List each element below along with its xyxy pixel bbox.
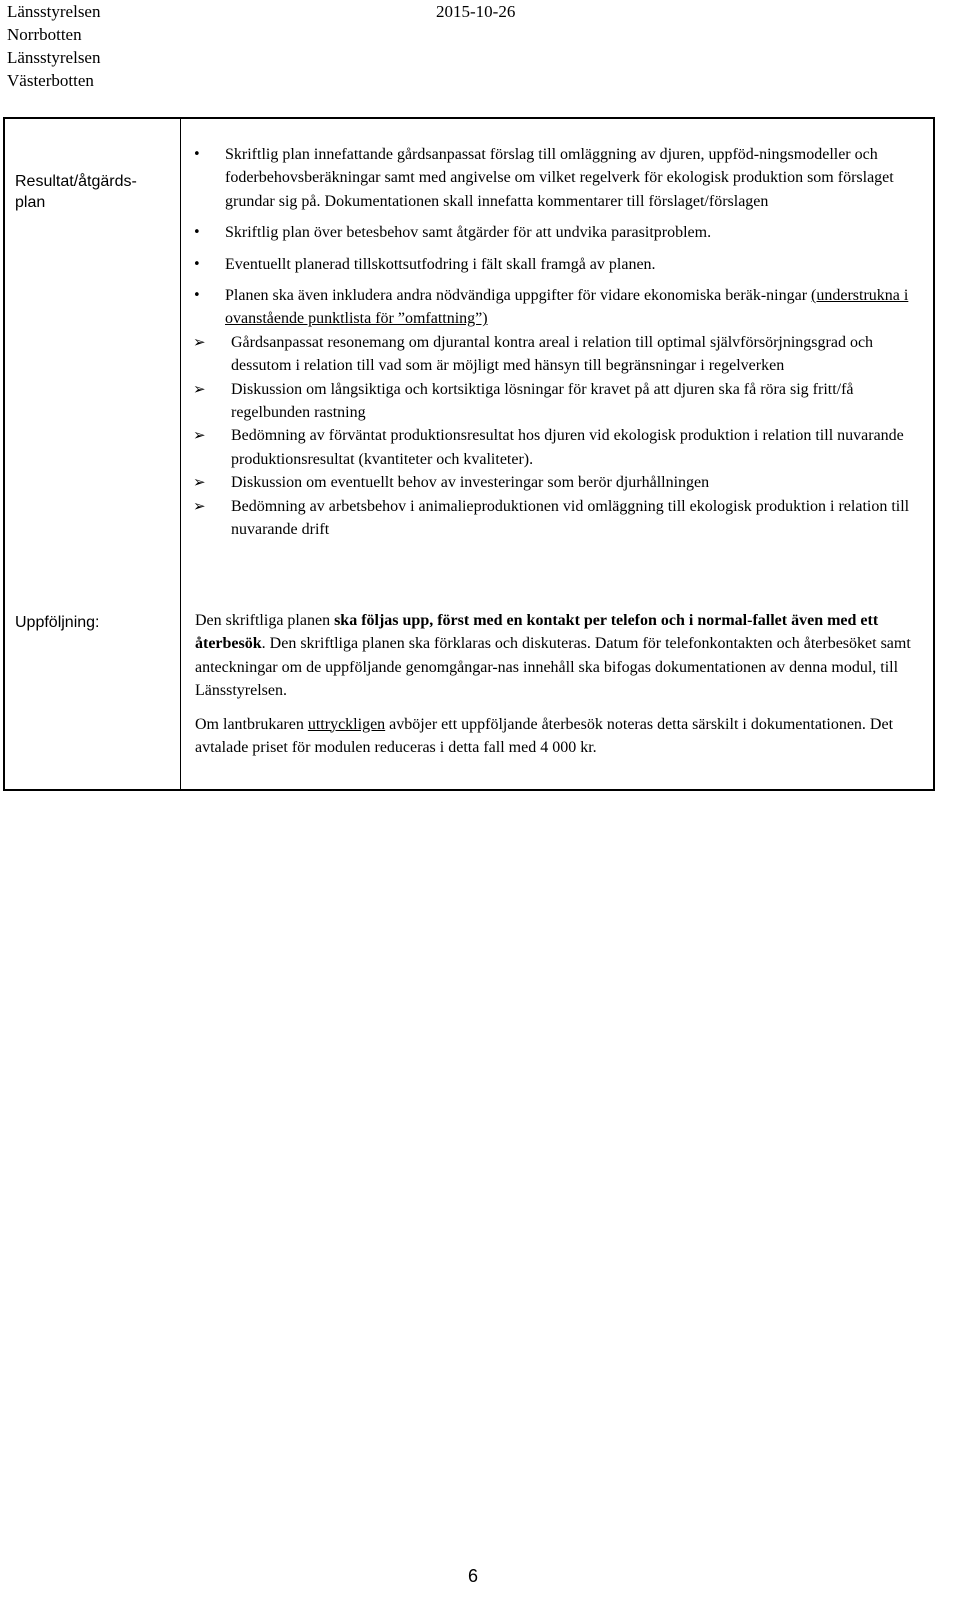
list-item-text: Skriftlig plan över betesbehov samt åtgärder för att undvika parasitproblem. — [225, 224, 712, 242]
underlined-note: (understrukna i ovanstående punktlista för ”omfattning”) — [225, 287, 909, 328]
underlined-word: uttryckligen — [307, 715, 386, 733]
arrowhead-icon: ➢ — [193, 426, 206, 445]
sub-list-item — [193, 331, 923, 378]
list-item-text: Planen ska även inkludera andra nödvändiga uppgifter för vidare ekonomiska beräk-ningar — [225, 287, 812, 305]
sub-list-item — [193, 471, 923, 494]
module-table — [3, 117, 935, 791]
sub-list-item — [193, 495, 923, 542]
header-date: 2015-10-26 — [436, 2, 516, 21]
followup-text: . Den skriftliga planen ska förklaras och diskuteras. Datum för telefonkontakten och återbesöket samt anteckningar om de uppföljande genomgångar-nas innehåll ska bifogas dokumentationen av denna modul, till Länsstyrelsen. — [195, 635, 911, 700]
followup-bold-text: ska följas upp, först med en kontakt per telefon och i normal-fallet även med ett återbesök — [195, 612, 879, 653]
header-org-line: Norrbotten — [7, 25, 82, 44]
column-divider — [180, 119, 181, 789]
list-item-text: Eventuellt planerad tillskottsutfodring i fält skall framgå av planen. — [225, 255, 656, 273]
followup-text: Den skriftliga planen — [195, 612, 335, 629]
sub-list-item — [193, 424, 923, 471]
row-label-uppfoljning: Uppföljning: — [15, 614, 100, 631]
sub-list — [193, 331, 923, 542]
arrowhead-icon: ➢ — [193, 379, 206, 398]
decline-text: Om lantbrukaren — [195, 715, 308, 733]
list-item-text: Skriftlig plan innefattande gårdsanpassat förslag till omläggning av djuren, uppföd-ningsmodeller och foderbehovsberäkningar samt med angivelse om vilket regelverk för ekologisk produktion som förslaget grundar sig på. Dokumentationen skall innefatta kommentarer till förslaget/förslagen — [225, 146, 894, 210]
header-org-line: Länsstyrelsen — [7, 2, 101, 21]
sub-list-item-text: Gårdsanpassat resonemang om djurantal kontra areal i relation till optimal självförsörjningsgrad och dessutom i relation till vad som är möjligt med hänsyn till begränsningar i regelverken — [231, 333, 874, 375]
row-label-resultat — [15, 171, 175, 213]
header-organizations — [7, 0, 100, 92]
header-org-line: Västerbotten — [7, 71, 94, 90]
sub-list-item-text: Bedömning av arbetsbehov i animalieproduktionen vid omläggning till ekologisk produktion i relation till nuvarande drift — [231, 497, 910, 539]
sub-list-item-text: Diskussion om eventuellt behov av investeringar som berör djurhållningen — [231, 474, 710, 492]
followup-paragraph — [195, 609, 923, 703]
arrowhead-icon: ➢ — [193, 496, 206, 515]
page-number: 6 — [468, 1566, 479, 1586]
bullet-list — [193, 143, 923, 542]
sub-list-item-text: Diskussion om långsiktiga och kortsiktiga lösningar för kravet på att djuren ska få röra sig fritt/få regelbunden rastning — [231, 380, 854, 422]
uppfoljning-content — [195, 609, 923, 769]
resultat-content — [193, 143, 923, 550]
arrowhead-icon: ➢ — [193, 332, 206, 351]
sub-list-item — [193, 378, 923, 425]
decline-text: avböjer ett uppföljande återbesök noteras detta särskilt i dokumentationen. Det avtalade priset för modulen reduceras i detta fall med 4 000 kr. — [195, 715, 894, 757]
header-org-line: Länsstyrelsen — [7, 48, 101, 67]
decline-paragraph — [195, 713, 923, 760]
arrowhead-icon: ➢ — [193, 473, 206, 492]
sub-list-item-text: Bedömning av förväntat produktionsresultat hos djuren vid ekologisk produktion i relation till nuvarande produktionsresultat (kvantiteter och kvaliteter). — [231, 427, 904, 468]
list-item — [193, 253, 923, 276]
row-label-line: plan — [15, 194, 46, 211]
list-item — [193, 221, 923, 244]
row-label-line: Resultat/åtgärds- — [15, 173, 137, 190]
list-item — [193, 284, 923, 541]
list-item — [193, 143, 923, 213]
